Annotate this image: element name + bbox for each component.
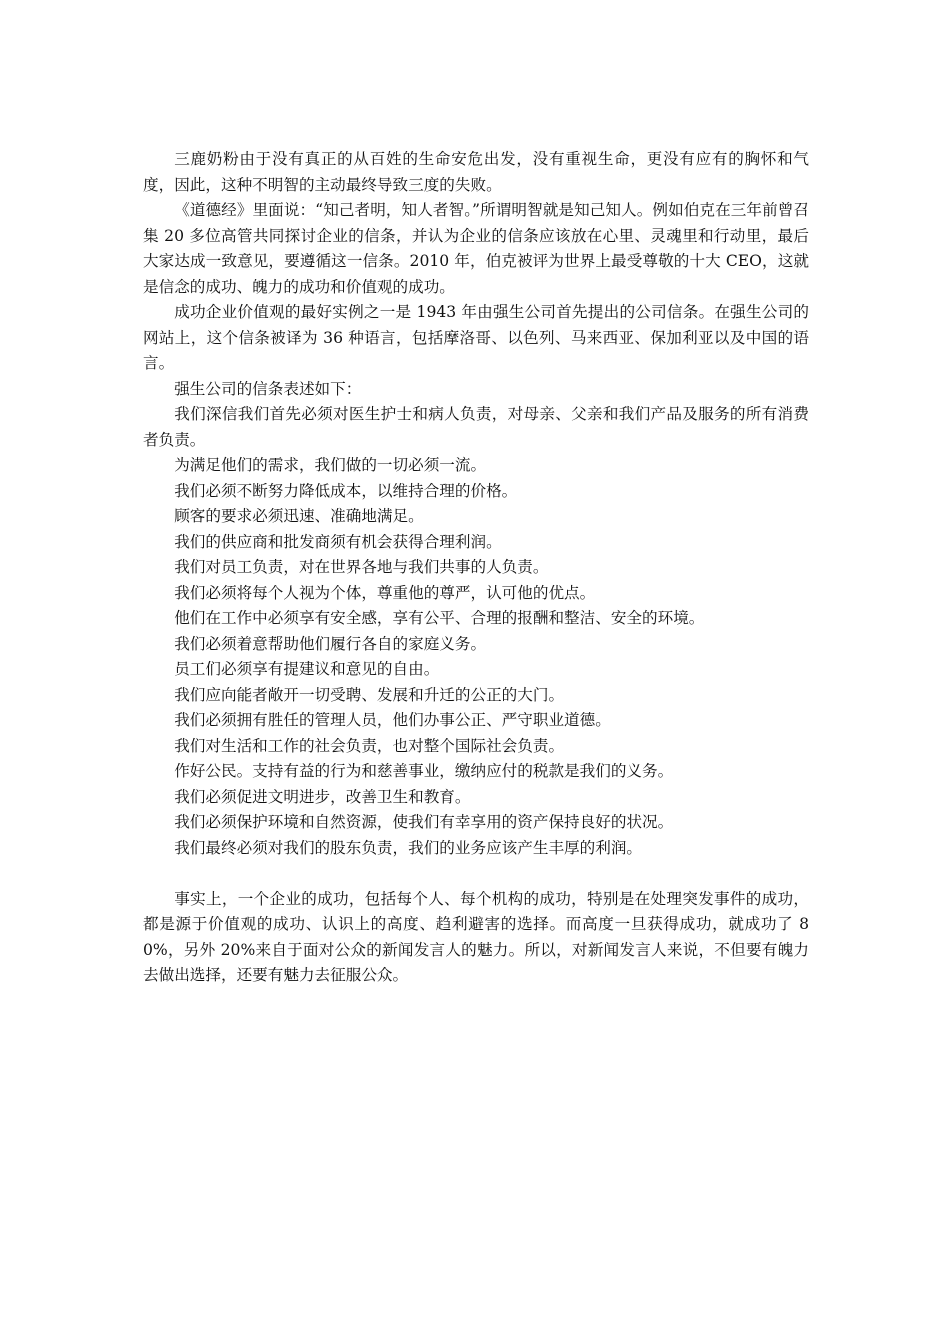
paragraph-spacer: [143, 861, 809, 887]
credo-line: 我们的供应商和批发商须有机会获得合理利润。: [174, 532, 502, 551]
credo-line: 我们必须拥有胜任的管理人员，他们办事公正、严守职业道德。: [174, 711, 611, 729]
credo-line: 我们必须保护环境和自然资源，使我们有幸享用的资产保持良好的状况。: [174, 813, 674, 831]
credo-line: 我们深信我们首先必须对医生护士和病人负责，对母亲、父亲和我们产品及服务的所有消费者负责。: [143, 405, 809, 449]
paragraph-jnj-credo-intro: 成功企业价值观的最好实例之一是 1943 年由强生公司首先提出的公司信条。在强生公司的网站上，这个信条被译为 36 种语言，包括摩洛哥、以色列、马来西亚、保加利亚以及中国的语言。: [143, 303, 809, 372]
credo-line: 为满足他们的需求，我们做的一切必须一流。: [174, 456, 487, 474]
credo-line: 我们对生活和工作的社会负责，也对整个国际社会负责。: [174, 736, 565, 755]
paragraph-sanlu: 三鹿奶粉由于没有真正的从百姓的生命安危出发，没有重视生命，更没有应有的胸怀和气度，因此，这种不明智的主动最终导致三度的失败。: [143, 150, 809, 194]
paragraph-daodejing: 《道德经》里面说：“知己者明，知人者智。”所谓明智就是知己知人。例如伯克在三年前曾召集 20 多位高管共同探讨企业的信条，并认为企业的信条应该放在心里、灵魂里和行动里，最后大家达成一致意见，要遵循这一信条。2010 年，伯克被评为世界上最受尊敬的十大 CEO，这就是信念的成功、魄力的成功和价值观的成功。: [143, 201, 809, 296]
credo-line: 他们在工作中必须享有安全感，享有公平、合理的报酬和整洁、安全的环境。: [174, 609, 705, 627]
credo-line: 我们对员工负责，对在世界各地与我们共事的人负责。: [174, 558, 549, 576]
credo-line: 我们必须不断努力降低成本，以维持合理的价格。: [174, 481, 518, 500]
credo-line: 我们必须促进文明进步，改善卫生和教育。: [174, 787, 471, 806]
paragraph-closing: 事实上，一个企业的成功，包括每个人、每个机构的成功，特别是在处理突发事件的成功，都是源于价值观的成功、认识上的高度、趋利避害的选择。而高度一旦获得成功，就成功了 80%，另外 20%来自于面对公众的新闻发言人的魅力。所以，对新闻发言人来说，不但要有魄力去做出选择，还要有魅力去征服公众。: [143, 889, 809, 984]
credo-line: 我们最终必须对我们的股东负责，我们的业务应该产生丰厚的利润。: [174, 838, 643, 857]
credo-line: 我们必须将每个人视为个体，尊重他的尊严，认可他的优点。: [174, 583, 596, 602]
credo-line: 员工们必须享有提建议和意见的自由。: [174, 660, 440, 678]
document-body: [143, 147, 809, 989]
credo-line: 我们必须着意帮助他们履行各自的家庭义务。: [174, 634, 487, 653]
credo-line: 我们应向能者敞开一切受聘、发展和升迁的公正的大门。: [174, 685, 565, 704]
credo-line: 作好公民。支持有益的行为和慈善事业，缴纳应付的税款是我们的义务。: [174, 762, 674, 780]
paragraph-credo-heading: 强生公司的信条表述如下：: [174, 379, 362, 398]
credo-line: 顾客的要求必须迅速、准确地满足。: [174, 507, 424, 525]
